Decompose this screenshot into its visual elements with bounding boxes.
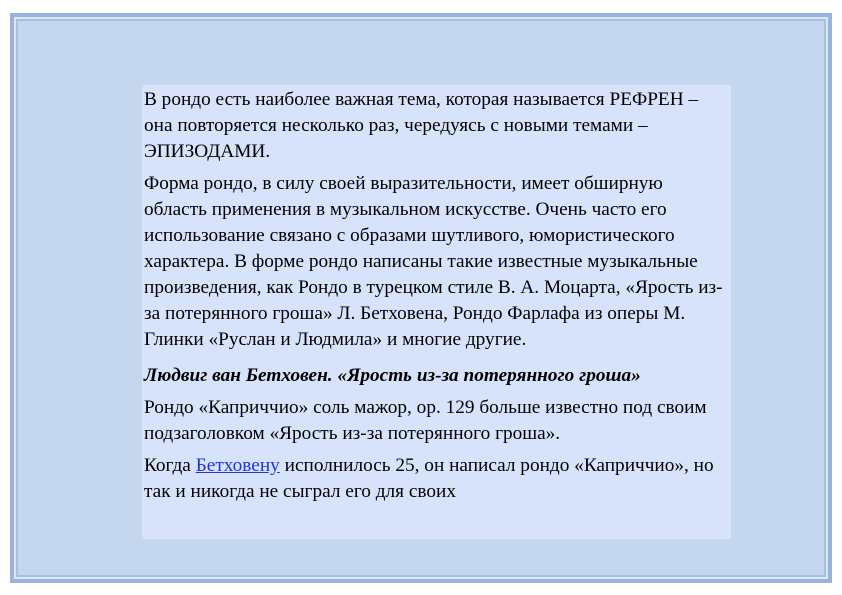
paragraph-text-end: исполнилось 25, он написал рондо «Каприччио», но так и никогда не сыграл его для своих <box>144 455 714 502</box>
paragraph-text-start: Когда <box>144 455 196 476</box>
paragraph-capriccio: Рондо «Каприччио» соль мажор, ор. 129 больше известно под своим подзаголовком «Ярость из-за потерянного гроша». <box>144 397 707 444</box>
paragraph-rondo-refrain: В рондо есть наиболее важная тема, которая называется РЕФРЕН – она повторяется несколько раз, чередуясь с новыми темами – ЭПИЗОДАМИ. <box>144 89 699 162</box>
text-box <box>142 85 731 539</box>
section-heading: Людвиг ван Бетховен. «Ярость из-за потерянного гроша» <box>144 365 641 386</box>
beethoven-link[interactable]: Бетховену <box>195 455 280 476</box>
paragraph-rondo-form: Форма рондо, в силу своей выразительности, имеет обширную область применения в музыкальном искусстве. Очень часто его использование связано с образами шутливого, юмористического характера. В форме рондо написаны такие известные музыкальные произведения, как Рондо в турецком стиле В. А. Моцарта, «Ярость из-за потерянного гроша» Л. Бетховена, Рондо Фарлафа из оперы М. Глинки «Руслан и Людмила» и многие другие. <box>144 173 723 350</box>
paragraph-beethoven-age <box>144 453 725 505</box>
